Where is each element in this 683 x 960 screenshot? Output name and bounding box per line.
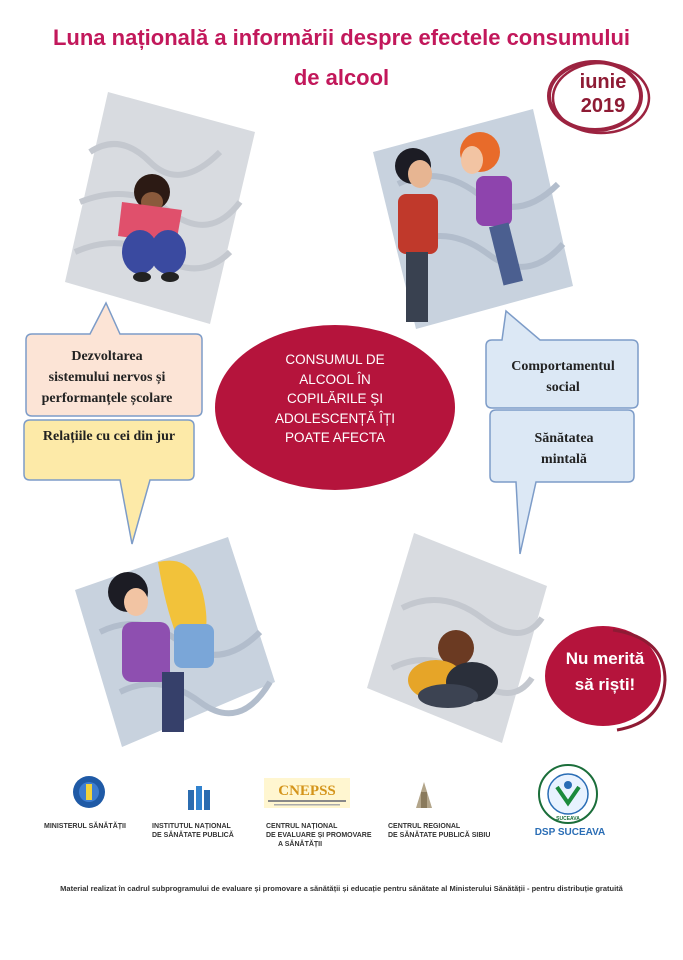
warning-message: [550, 646, 660, 698]
center-line-5: POATE AFECTA: [284, 430, 386, 445]
insp-logo: [186, 784, 212, 812]
dsp-suceava-logo: [537, 763, 599, 825]
cnepss-logo-text: CNEPSS: [278, 783, 336, 799]
date-badge: [568, 70, 638, 118]
sibiu-logo: [412, 780, 436, 810]
nervous-line-1: Dezvoltarea: [71, 349, 143, 364]
social-line-1: Comportamentul: [511, 359, 615, 374]
dsp-caption: DSP SUCEAVA: [534, 827, 606, 838]
dsp-ring-text: SUCEAVA: [556, 816, 580, 822]
cnepss-caption: [266, 822, 386, 849]
center-message: [240, 350, 430, 448]
illustration-sad-teen: [362, 528, 552, 748]
ministry-logo: [72, 775, 106, 809]
ministry-caption: MINISTERUL SĂNĂTĂȚII: [44, 823, 126, 830]
illustration-couple-kissing: [70, 532, 280, 752]
illustration-girl-reading: [60, 92, 260, 327]
mental-line-2: mintală: [541, 452, 587, 467]
warning-line-1: Nu merită: [565, 649, 645, 668]
cnepss-line-3: A SĂNĂTĂȚII: [278, 841, 323, 848]
sibiu-line-2: DE SĂNĂTATE PUBLICĂ SIBIU: [388, 832, 491, 839]
cnepss-line-1: CENTRUL NAȚIONAL: [266, 823, 338, 830]
center-line-4: ADOLESCENȚĂ ÎȚI: [274, 410, 396, 426]
date-month: iunie: [579, 71, 627, 93]
cnepss-line-2: DE EVALUARE ȘI PROMOVARE: [266, 832, 372, 839]
title-line-1: Luna națională a informării despre efectele consumului: [52, 25, 631, 50]
insp-caption: [152, 822, 262, 840]
center-line-2: ALCOOL ÎN: [299, 371, 371, 387]
sibiu-caption: [388, 822, 498, 840]
center-line-3: COPILĂRILE ȘI: [286, 391, 384, 406]
bubble-nervous-text: [28, 346, 186, 409]
nervous-line-2: sistemului nervos și: [48, 370, 166, 385]
warning-line-2: să riști!: [574, 675, 636, 694]
illustration-couple-arguing: [368, 104, 578, 332]
insp-line-1: INSTITUTUL NAȚIONAL: [152, 823, 231, 830]
sibiu-line-1: CENTRUL REGIONAL: [388, 823, 461, 830]
social-line-2: social: [546, 380, 580, 395]
bubble-relations-text: Relațiile cu cei din jur: [42, 429, 176, 444]
bubble-mental-text: [492, 428, 636, 470]
title-line-2: de alcool: [293, 65, 390, 90]
date-year: 2019: [580, 95, 626, 117]
insp-line-2: DE SĂNĂTATE PUBLICĂ: [152, 832, 234, 839]
footer-disclaimer: Material realizat în cadrul subprogramului de evaluare și promovare a sănătății și educație pentru sănătate al Ministerului Sănătății - pentru distribuție gratuită: [60, 884, 623, 893]
nervous-line-3: performanțele școlare: [41, 391, 173, 406]
mental-line-1: Sănătatea: [534, 431, 594, 446]
bubble-social-text: [490, 356, 636, 398]
cnepss-logo: [264, 778, 350, 808]
center-line-1: CONSUMUL DE: [285, 352, 385, 367]
